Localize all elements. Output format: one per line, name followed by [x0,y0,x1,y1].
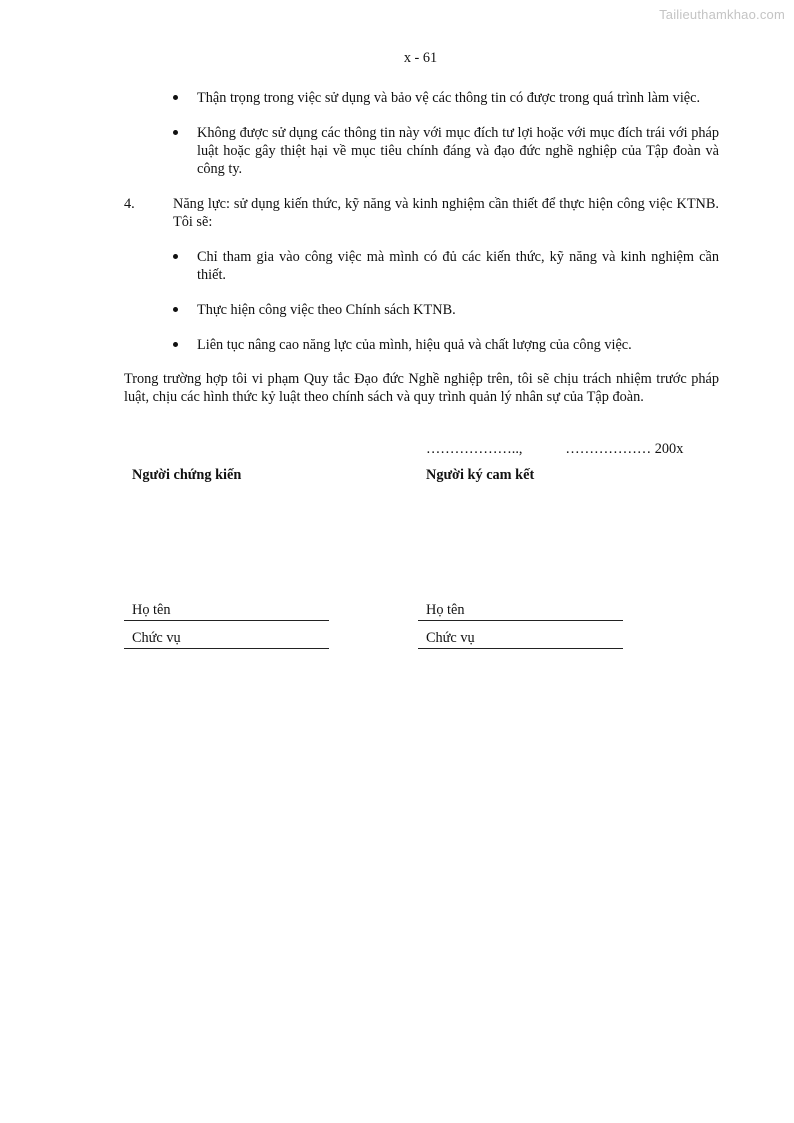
bullet-icon [173,130,178,135]
list-item-text: Thực hiện công việc theo Chính sách KTNB. [197,302,456,318]
list-item [124,124,719,178]
bullet-icon [173,95,178,100]
witness-title: Người chứng kiến [132,467,242,483]
list-item-text: Thận trọng trong việc sử dụng và bảo vệ các thông tin có được trong quá trình làm việc. [197,90,701,106]
list-item [124,248,719,284]
signer-position-line [418,648,623,657]
date-line: ……………….., ……………… 200x [426,441,684,457]
signer-name-line [418,620,623,629]
numbered-item-4 [124,195,719,231]
bullet-list-confidentiality [124,89,719,178]
signer-position-label: Chức vụ [426,630,475,646]
signature-space [418,484,623,601]
bullet-icon [173,307,178,312]
witness-name-line [124,620,329,629]
list-item [124,89,719,107]
list-item [124,336,719,354]
closing-paragraph: Trong trường hợp tôi vi phạm Quy tắc Đạo đức Nghề nghiệp trên, tôi sẽ chịu trách nhiệm trước pháp luật, chịu các hình thức kỷ luật theo chính sách và quy trình quản lý nhân sự của Tập đoàn. [124,371,719,405]
witness-position-label: Chức vụ [132,630,181,646]
witness-position-line [124,648,329,657]
item-text: Năng lực: sử dụng kiến thức, kỹ năng và kinh nghiệm cần thiết để thực hiện công việc KTNB. Tôi sẽ: [173,196,719,230]
list-item [124,301,719,319]
watermark: Tailieuthamkhao.com [659,7,785,22]
bullet-icon [173,342,178,347]
list-item-text: Chỉ tham gia vào công việc mà mình có đủ các kiến thức, kỹ năng và kinh nghiệm cần thiết. [197,249,719,283]
bullet-list-competence [124,248,719,354]
signer-title: Người ký cam kết [426,467,535,483]
bullet-icon [173,254,178,259]
list-item-text: Không được sử dụng các thông tin này với mục đích tư lợi hoặc với mục đích trái với pháp luật hoặc gây thiệt hại về mục tiêu chính đáng và đạo đức nghề nghiệp của Tập đoàn và công ty. [197,125,719,177]
list-item-text: Liên tục nâng cao năng lực của mình, hiệu quả và chất lượng của công việc. [197,337,632,353]
document-body [124,89,719,406]
witness-signature-block [124,466,329,657]
witness-name-label: Họ tên [132,602,171,618]
item-number: 4. [124,196,135,212]
page-number: x - 61 [403,50,438,66]
signature-space [124,484,329,601]
signer-signature-block [418,466,623,657]
signer-name-label: Họ tên [426,602,465,618]
